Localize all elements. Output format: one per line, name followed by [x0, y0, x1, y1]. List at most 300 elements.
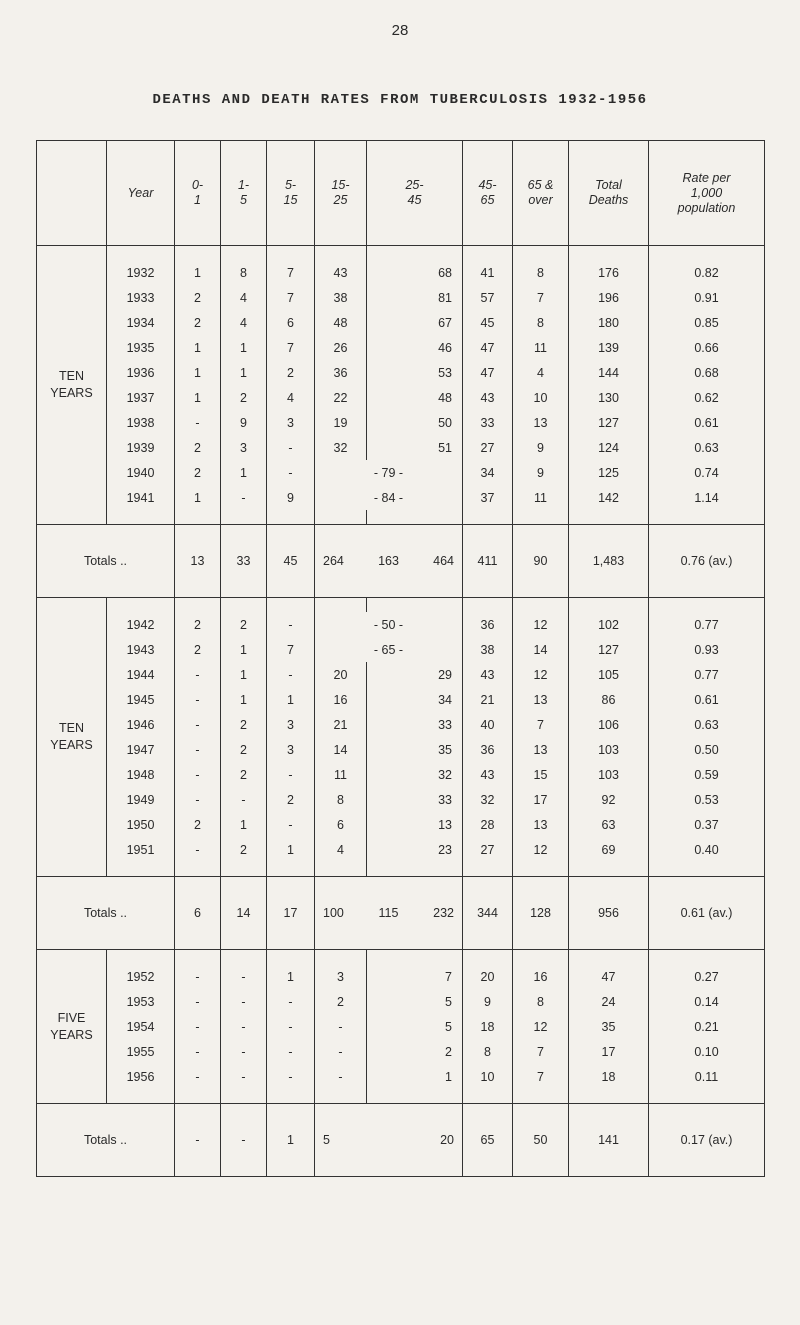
total-deaths-cell: 124 [569, 435, 649, 460]
rate-cell: 0.14 [649, 989, 765, 1014]
age-cell: 1 [175, 335, 221, 360]
total-deaths-cell: 63 [569, 812, 649, 837]
age-15-45-combined: - 84 - [315, 485, 463, 510]
gap-cell [367, 1089, 463, 1104]
gap-cell [569, 598, 649, 613]
totals-cell: 344 [463, 877, 513, 950]
gap-cell [175, 862, 221, 877]
age-cell: 6 [267, 310, 315, 335]
age-65-over-cell: 17 [513, 787, 569, 812]
rate-cell: 0.10 [649, 1039, 765, 1064]
age-cell: 2 [267, 360, 315, 385]
totals-15-45-cell [315, 1104, 463, 1177]
totals-15-45-cell [315, 525, 463, 598]
age-25-45-cell: 67 [367, 310, 463, 335]
rate-cell: 0.59 [649, 762, 765, 787]
gap-cell [107, 950, 175, 965]
age-15-25-cell: 11 [315, 762, 367, 787]
age-15-25-cell: - [315, 1014, 367, 1039]
table-row [37, 737, 765, 762]
age-25-45-cell: 7 [367, 964, 463, 989]
rate-cell: 0.68 [649, 360, 765, 385]
gap-cell [569, 950, 649, 965]
age-65-over-cell: 8 [513, 989, 569, 1014]
age-65-over-cell: 7 [513, 712, 569, 737]
header-blank [37, 141, 107, 246]
totals-value: 100 [323, 906, 344, 920]
gap-cell [315, 598, 367, 613]
gap-cell [649, 950, 765, 965]
age-45-65-cell: 36 [463, 612, 513, 637]
gap-cell [221, 862, 267, 877]
page-number: 28 [391, 22, 409, 39]
year-cell: 1935 [107, 335, 175, 360]
table-row [37, 310, 765, 335]
age-15-25-cell: 16 [315, 687, 367, 712]
age-cell: 7 [267, 260, 315, 285]
age-cell: - [175, 662, 221, 687]
gap-cell [221, 246, 267, 261]
age-15-25-cell: 43 [315, 260, 367, 285]
gap-cell [315, 1089, 367, 1104]
totals-cell: 6 [175, 877, 221, 950]
totals-cell: 1 [267, 1104, 315, 1177]
age-cell: - [267, 1039, 315, 1064]
totals-label: Totals .. [37, 877, 175, 950]
page-title: DEATHS AND DEATH RATES FROM TUBERCULOSIS 1932-1956 [152, 92, 648, 108]
age-45-65-cell: 47 [463, 335, 513, 360]
gap-cell [107, 246, 175, 261]
age-65-over-cell: 14 [513, 637, 569, 662]
table-row [37, 812, 765, 837]
gap-cell [367, 598, 463, 613]
totals-cell: 14 [221, 877, 267, 950]
age-cell: 9 [221, 410, 267, 435]
gap-cell [463, 862, 513, 877]
age-cell: 2 [175, 460, 221, 485]
age-cell: - [221, 1039, 267, 1064]
rate-cell: 0.63 [649, 712, 765, 737]
gap-cell [513, 510, 569, 525]
column-header: 45- 65 [463, 141, 513, 246]
gap-cell [513, 1089, 569, 1104]
age-cell: 7 [267, 335, 315, 360]
age-45-65-cell: 33 [463, 410, 513, 435]
rate-cell: 0.61 [649, 687, 765, 712]
column-header: 1- 5 [221, 141, 267, 246]
age-cell: 2 [175, 310, 221, 335]
age-25-45-cell: 81 [367, 285, 463, 310]
age-65-over-cell: 15 [513, 762, 569, 787]
section-label: TEN YEARS [37, 246, 107, 525]
age-45-65-cell: 43 [463, 762, 513, 787]
totals-row [37, 1104, 765, 1177]
age-65-over-cell: 7 [513, 1064, 569, 1089]
totals-value: 264 [323, 554, 344, 568]
total-deaths-cell: 103 [569, 737, 649, 762]
age-cell: 2 [221, 712, 267, 737]
year-cell: 1947 [107, 737, 175, 762]
age-15-25-cell: 21 [315, 712, 367, 737]
gap-cell [367, 246, 463, 261]
totals-cell: - [175, 1104, 221, 1177]
year-cell: 1937 [107, 385, 175, 410]
age-cell: 1 [175, 385, 221, 410]
table-row [37, 787, 765, 812]
totals-cell: 65 [463, 1104, 513, 1177]
age-15-45-combined: - 79 - [315, 460, 463, 485]
age-65-over-cell: 11 [513, 485, 569, 510]
table-row [37, 712, 765, 737]
age-45-65-cell: 40 [463, 712, 513, 737]
total-deaths-cell: 69 [569, 837, 649, 862]
gap-cell [315, 950, 367, 965]
age-cell: - [175, 787, 221, 812]
age-cell: - [267, 1014, 315, 1039]
year-cell: 1942 [107, 612, 175, 637]
age-cell: 8 [221, 260, 267, 285]
gap-cell [463, 510, 513, 525]
total-deaths-cell: 127 [569, 410, 649, 435]
age-65-over-cell: 12 [513, 612, 569, 637]
total-deaths-cell: 47 [569, 964, 649, 989]
table-row [37, 1064, 765, 1089]
totals-label: Totals .. [37, 1104, 175, 1177]
gap-cell [107, 510, 175, 525]
totals-cell: 411 [463, 525, 513, 598]
gap-cell [513, 598, 569, 613]
rate-cell: 0.37 [649, 812, 765, 837]
age-cell: - [175, 1064, 221, 1089]
age-65-over-cell: 12 [513, 662, 569, 687]
age-25-45-cell: 48 [367, 385, 463, 410]
age-65-over-cell: 9 [513, 460, 569, 485]
age-cell: 1 [267, 964, 315, 989]
table-row [37, 435, 765, 460]
totals-rate-cell: 0.17 (av.) [649, 1104, 765, 1177]
table-row [37, 385, 765, 410]
gap-cell [107, 598, 175, 613]
rate-cell: 0.63 [649, 435, 765, 460]
age-cell: - [221, 787, 267, 812]
age-cell: 3 [221, 435, 267, 460]
age-25-45-cell: 68 [367, 260, 463, 285]
total-deaths-cell: 125 [569, 460, 649, 485]
age-65-over-cell: 12 [513, 1014, 569, 1039]
age-45-65-cell: 45 [463, 310, 513, 335]
age-45-65-cell: 27 [463, 837, 513, 862]
total-deaths-cell: 130 [569, 385, 649, 410]
gap-cell [267, 510, 315, 525]
age-45-65-cell: 28 [463, 812, 513, 837]
age-25-45-cell: 35 [367, 737, 463, 762]
age-cell: - [267, 812, 315, 837]
table-row [37, 335, 765, 360]
age-25-45-cell: 33 [367, 712, 463, 737]
totals-value: 232 [433, 906, 454, 920]
age-15-25-cell: 8 [315, 787, 367, 812]
age-45-65-cell: 34 [463, 460, 513, 485]
column-header: 15- 25 [315, 141, 367, 246]
rate-cell: 0.11 [649, 1064, 765, 1089]
year-cell: 1936 [107, 360, 175, 385]
age-cell: 4 [221, 285, 267, 310]
totals-cell: 128 [513, 877, 569, 950]
rate-cell: 0.82 [649, 260, 765, 285]
age-65-over-cell: 12 [513, 837, 569, 862]
age-25-45-cell: 33 [367, 787, 463, 812]
table-row [37, 837, 765, 862]
age-45-65-cell: 27 [463, 435, 513, 460]
section-label: TEN YEARS [37, 598, 107, 877]
gap-cell [367, 950, 463, 965]
year-cell: 1951 [107, 837, 175, 862]
table-row [37, 1039, 765, 1064]
age-25-45-cell: 46 [367, 335, 463, 360]
age-65-over-cell: 13 [513, 410, 569, 435]
age-15-45-combined: - 50 - [315, 612, 463, 637]
age-cell: 1 [221, 360, 267, 385]
age-15-25-cell: 32 [315, 435, 367, 460]
age-25-45-cell: 50 [367, 410, 463, 435]
age-65-over-cell: 13 [513, 812, 569, 837]
totals-value: 20 [440, 1133, 454, 1147]
age-15-25-cell: 4 [315, 837, 367, 862]
totals-cell: 45 [267, 525, 315, 598]
age-cell: 2 [221, 612, 267, 637]
totals-rate-cell: 0.61 (av.) [649, 877, 765, 950]
year-cell: 1949 [107, 787, 175, 812]
age-65-over-cell: 8 [513, 310, 569, 335]
totals-cell: 33 [221, 525, 267, 598]
rate-cell: 0.77 [649, 612, 765, 637]
age-cell: 1 [175, 485, 221, 510]
gap-cell [175, 246, 221, 261]
total-deaths-cell: 35 [569, 1014, 649, 1039]
age-45-65-cell: 43 [463, 385, 513, 410]
rate-cell: 0.85 [649, 310, 765, 335]
gap-cell [463, 1089, 513, 1104]
total-deaths-cell: 103 [569, 762, 649, 787]
age-65-over-cell: 13 [513, 687, 569, 712]
gap-cell [569, 1089, 649, 1104]
age-cell: - [267, 662, 315, 687]
gap-cell [513, 246, 569, 261]
age-cell: 3 [267, 712, 315, 737]
rate-cell: 0.93 [649, 637, 765, 662]
age-25-45-cell: 23 [367, 837, 463, 862]
totals-value: 5 [323, 1133, 330, 1147]
age-15-25-cell: 3 [315, 964, 367, 989]
year-cell: 1933 [107, 285, 175, 310]
totals-row [37, 525, 765, 598]
age-cell: 2 [221, 385, 267, 410]
age-65-over-cell: 9 [513, 435, 569, 460]
age-cell: - [221, 989, 267, 1014]
age-cell: 1 [175, 260, 221, 285]
table-row [37, 662, 765, 687]
age-15-25-cell: 22 [315, 385, 367, 410]
age-cell: 1 [221, 687, 267, 712]
age-cell: 2 [175, 435, 221, 460]
totals-label: Totals .. [37, 525, 175, 598]
age-cell: - [267, 762, 315, 787]
age-25-45-cell: 51 [367, 435, 463, 460]
gap-cell [367, 510, 463, 525]
year-cell: 1934 [107, 310, 175, 335]
totals-value: 115 [378, 906, 399, 920]
age-65-over-cell: 8 [513, 260, 569, 285]
table-row [37, 964, 765, 989]
table-row [37, 637, 765, 662]
age-cell: - [175, 687, 221, 712]
rate-cell: 0.27 [649, 964, 765, 989]
table-row [37, 989, 765, 1014]
totals-cell: 13 [175, 525, 221, 598]
gap-cell [569, 862, 649, 877]
total-deaths-cell: 144 [569, 360, 649, 385]
age-25-45-cell: 2 [367, 1039, 463, 1064]
age-15-25-cell: 14 [315, 737, 367, 762]
gap-cell [649, 1089, 765, 1104]
gap-cell [221, 1089, 267, 1104]
rate-cell: 0.61 [649, 410, 765, 435]
age-45-65-cell: 10 [463, 1064, 513, 1089]
age-cell: 2 [221, 737, 267, 762]
gap-cell [267, 950, 315, 965]
gap-cell [175, 510, 221, 525]
gap-cell [221, 950, 267, 965]
gap-cell [463, 246, 513, 261]
total-deaths-cell: 127 [569, 637, 649, 662]
age-65-over-cell: 10 [513, 385, 569, 410]
age-15-25-cell: - [315, 1039, 367, 1064]
gap-cell [569, 246, 649, 261]
age-cell: 3 [267, 737, 315, 762]
age-45-65-cell: 47 [463, 360, 513, 385]
totals-deaths-cell: 956 [569, 877, 649, 950]
table-row [37, 687, 765, 712]
gap-cell [649, 246, 765, 261]
age-cell: - [267, 460, 315, 485]
age-cell: - [175, 712, 221, 737]
gap-cell [221, 510, 267, 525]
column-header: Total Deaths [569, 141, 649, 246]
table-row [37, 1014, 765, 1039]
age-cell: 9 [267, 485, 315, 510]
age-cell: - [175, 989, 221, 1014]
rate-cell: 0.77 [649, 662, 765, 687]
age-45-65-cell: 43 [463, 662, 513, 687]
totals-cell: - [221, 1104, 267, 1177]
total-deaths-cell: 102 [569, 612, 649, 637]
totals-deaths-cell: 1,483 [569, 525, 649, 598]
gap-cell [267, 1089, 315, 1104]
age-cell: - [175, 410, 221, 435]
totals-cell: 50 [513, 1104, 569, 1177]
year-cell: 1946 [107, 712, 175, 737]
table-row [37, 612, 765, 637]
age-cell: - [175, 1014, 221, 1039]
age-45-65-cell: 36 [463, 737, 513, 762]
age-cell: - [175, 1039, 221, 1064]
age-25-45-cell: 5 [367, 989, 463, 1014]
age-65-over-cell: 16 [513, 964, 569, 989]
age-cell: 3 [267, 410, 315, 435]
age-cell: 1 [221, 460, 267, 485]
rate-cell: 0.91 [649, 285, 765, 310]
age-cell: 1 [267, 687, 315, 712]
totals-cell: 90 [513, 525, 569, 598]
totals-value: 464 [433, 554, 454, 568]
total-deaths-cell: 105 [569, 662, 649, 687]
table-row [37, 260, 765, 285]
total-deaths-cell: 92 [569, 787, 649, 812]
age-25-45-cell: 32 [367, 762, 463, 787]
age-65-over-cell: 7 [513, 1039, 569, 1064]
age-cell: 1 [175, 360, 221, 385]
table-row [37, 460, 765, 485]
year-cell: 1948 [107, 762, 175, 787]
age-cell: 1 [267, 837, 315, 862]
gap-cell [463, 950, 513, 965]
table-row [37, 285, 765, 310]
column-header: 65 & over [513, 141, 569, 246]
year-cell: 1945 [107, 687, 175, 712]
age-45-65-cell: 38 [463, 637, 513, 662]
age-15-25-cell: 38 [315, 285, 367, 310]
gap-cell [315, 862, 367, 877]
age-cell: 2 [221, 762, 267, 787]
age-25-45-cell: 1 [367, 1064, 463, 1089]
age-65-over-cell: 13 [513, 737, 569, 762]
age-15-25-cell: 2 [315, 989, 367, 1014]
age-45-65-cell: 32 [463, 787, 513, 812]
total-deaths-cell: 24 [569, 989, 649, 1014]
section-label: FIVE YEARS [37, 950, 107, 1104]
age-cell: 2 [175, 812, 221, 837]
gap-cell [463, 598, 513, 613]
age-cell: 1 [221, 662, 267, 687]
total-deaths-cell: 139 [569, 335, 649, 360]
age-15-25-cell: - [315, 1064, 367, 1089]
gap-cell [107, 1089, 175, 1104]
age-45-65-cell: 20 [463, 964, 513, 989]
rate-cell: 0.74 [649, 460, 765, 485]
age-15-25-cell: 26 [315, 335, 367, 360]
year-cell: 1950 [107, 812, 175, 837]
age-15-25-cell: 48 [315, 310, 367, 335]
header-row [37, 141, 765, 246]
rate-cell: 0.50 [649, 737, 765, 762]
rate-cell: 0.66 [649, 335, 765, 360]
year-cell: 1943 [107, 637, 175, 662]
age-cell: 7 [267, 285, 315, 310]
year-cell: 1932 [107, 260, 175, 285]
gap-cell [513, 862, 569, 877]
age-25-45-cell: 5 [367, 1014, 463, 1039]
total-deaths-cell: 176 [569, 260, 649, 285]
age-cell: 2 [175, 637, 221, 662]
gap-cell [267, 246, 315, 261]
tuberculosis-table [36, 140, 765, 1177]
total-deaths-cell: 106 [569, 712, 649, 737]
age-25-45-cell: 13 [367, 812, 463, 837]
column-header: 25- 45 [367, 141, 463, 246]
age-65-over-cell: 11 [513, 335, 569, 360]
gap-cell [315, 246, 367, 261]
gap-cell [107, 862, 175, 877]
